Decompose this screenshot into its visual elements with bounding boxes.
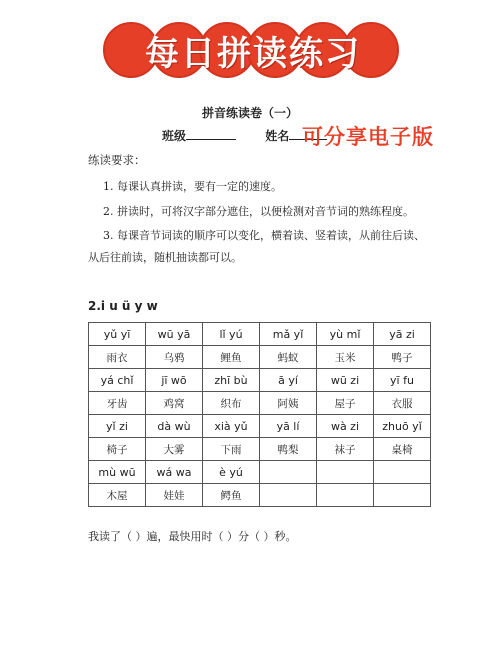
pinyin-cell: ā yí	[260, 369, 317, 392]
pinyin-cell: dà wù	[146, 415, 203, 438]
pinyin-cell	[317, 461, 374, 484]
table-row	[89, 369, 431, 392]
hanzi-cell	[374, 484, 431, 507]
pinyin-cell: yā lí	[260, 415, 317, 438]
hanzi-cell: 牙齿	[89, 392, 146, 415]
hanzi-cell: 织布	[203, 392, 260, 415]
hanzi-cell: 屋子	[317, 392, 374, 415]
hanzi-cell: 鸭梨	[260, 438, 317, 461]
hanzi-cell	[260, 484, 317, 507]
hanzi-cell: 衣服	[374, 392, 431, 415]
table-row	[89, 346, 431, 369]
class-label: 班级	[162, 129, 187, 143]
class-blank	[186, 127, 236, 140]
requirement-item: 3. 每课音节词读的顺序可以变化，横着读、竖着读，从前往后读、	[103, 229, 425, 242]
table-row	[89, 392, 431, 415]
reading-record: 我读了（ ）遍，最快用时（ ）分（ ）秒。	[88, 530, 297, 543]
hanzi-cell: 桌椅	[374, 438, 431, 461]
hanzi-cell: 袜子	[317, 438, 374, 461]
hanzi-cell: 鳄鱼	[203, 484, 260, 507]
hanzi-cell: 鸡窝	[146, 392, 203, 415]
pinyin-cell: zhuō yǐ	[374, 415, 431, 438]
pinyin-cell: mǎ yǐ	[260, 323, 317, 346]
pinyin-cell	[260, 461, 317, 484]
pinyin-cell: yǔ yī	[89, 323, 146, 346]
pinyin-cell: wū zi	[317, 369, 374, 392]
requirements-heading: 练读要求：	[88, 153, 146, 167]
pinyin-cell: yá chǐ	[89, 369, 146, 392]
table-row	[89, 461, 431, 484]
table-row	[89, 438, 431, 461]
hanzi-cell: 鸭子	[374, 346, 431, 369]
pinyin-cell: xià yǔ	[203, 415, 260, 438]
hanzi-cell: 阿姨	[260, 392, 317, 415]
hanzi-cell: 雨衣	[89, 346, 146, 369]
worksheet-title: 拼音练读卷（一）	[201, 106, 298, 120]
hanzi-cell: 蚂蚁	[260, 346, 317, 369]
requirement-item: 1. 每课认真拼读，要有一定的速度。	[103, 180, 282, 193]
hanzi-cell: 椅子	[89, 438, 146, 461]
pinyin-cell	[374, 461, 431, 484]
pinyin-table	[88, 322, 431, 507]
pinyin-cell: wū yā	[146, 323, 203, 346]
table-row	[89, 484, 431, 507]
name-label: 姓名	[265, 129, 290, 143]
table-row	[89, 415, 431, 438]
hanzi-cell: 鲤鱼	[203, 346, 260, 369]
pinyin-cell: wà zi	[317, 415, 374, 438]
title-banner	[103, 22, 403, 94]
electronic-version-stamp: 可分享电子版	[302, 125, 434, 149]
hanzi-cell: 玉米	[317, 346, 374, 369]
section-title: 2.i u ü y w	[88, 299, 158, 313]
hanzi-cell: 乌鸦	[146, 346, 203, 369]
hanzi-cell: 大雾	[146, 438, 203, 461]
pinyin-cell: yù mǐ	[317, 323, 374, 346]
pinyin-cell: è yú	[203, 461, 260, 484]
pinyin-cell: yī fu	[374, 369, 431, 392]
pinyin-cell: zhī bù	[203, 369, 260, 392]
pinyin-cell: mù wū	[89, 461, 146, 484]
pinyin-cell: wá wa	[146, 461, 203, 484]
pinyin-cell: yā zi	[374, 323, 431, 346]
hanzi-cell: 娃娃	[146, 484, 203, 507]
pinyin-cell: lǐ yú	[203, 323, 260, 346]
requirement-item: 2. 拼读时，可将汉字部分遮住，以便检测对音节词的熟练程度。	[103, 205, 414, 218]
pinyin-cell: jī wō	[146, 369, 203, 392]
table-row	[89, 323, 431, 346]
requirement-item: 从后往前读，随机抽读都可以。	[88, 251, 242, 264]
hanzi-cell: 木屋	[89, 484, 146, 507]
pinyin-cell: yǐ zi	[89, 415, 146, 438]
hanzi-cell	[317, 484, 374, 507]
banner-title: 每日拼读练习	[145, 33, 361, 74]
hanzi-cell: 下雨	[203, 438, 260, 461]
